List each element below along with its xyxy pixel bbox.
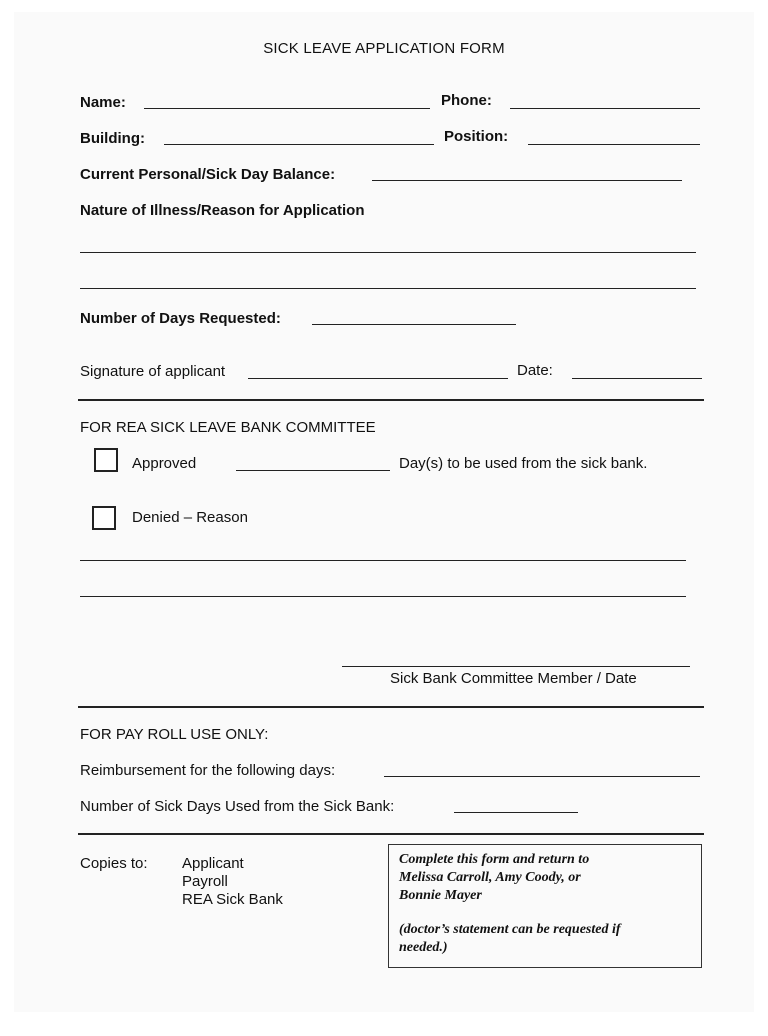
denied-checkbox[interactable] xyxy=(92,506,116,530)
approved-checkbox[interactable] xyxy=(94,448,118,472)
reimbursement-label: Reimbursement for the following days: xyxy=(80,762,336,779)
days-requested-label: Number of Days Requested: xyxy=(80,310,281,327)
form-title: SICK LEAVE APPLICATION FORM xyxy=(263,40,505,57)
phone-field[interactable] xyxy=(510,108,700,109)
instructions-line: needed.) xyxy=(399,940,448,955)
committee-signature-label: Sick Bank Committee Member / Date xyxy=(390,670,637,687)
building-field[interactable] xyxy=(164,144,434,145)
instructions-box xyxy=(388,844,702,968)
instructions-line: Bonnie Mayer xyxy=(399,888,482,903)
section-divider xyxy=(78,706,704,708)
nature-label: Nature of Illness/Reason for Application xyxy=(80,202,365,219)
days-requested-field[interactable] xyxy=(312,324,516,325)
balance-label: Current Personal/Sick Day Balance: xyxy=(80,166,336,183)
copies-label: Copies to: xyxy=(80,855,148,872)
approved-days-field[interactable] xyxy=(236,470,390,471)
instructions-line: (doctor’s statement can be requested if xyxy=(399,922,621,937)
denied-label: Denied – Reason xyxy=(132,509,248,526)
balance-field[interactable] xyxy=(372,180,682,181)
nature-line-1[interactable] xyxy=(80,252,696,253)
section-divider xyxy=(78,833,704,835)
payroll-heading: FOR PAY ROLL USE ONLY: xyxy=(80,726,269,743)
committee-signature-field[interactable] xyxy=(342,666,690,667)
days-used-label: Day(s) to be used from the sick bank. xyxy=(399,455,648,472)
name-field[interactable] xyxy=(144,108,430,109)
position-field[interactable] xyxy=(528,144,700,145)
nature-line-2[interactable] xyxy=(80,288,696,289)
sick-days-used-field[interactable] xyxy=(454,812,578,813)
section-divider xyxy=(78,399,704,401)
denied-reason-line-2[interactable] xyxy=(80,596,686,597)
denied-reason-line-1[interactable] xyxy=(80,560,686,561)
building-label: Building: xyxy=(80,130,145,147)
instructions-line: Melissa Carroll, Amy Coody, or xyxy=(399,870,581,885)
approved-label: Approved xyxy=(132,455,197,472)
copies-recipient: Payroll xyxy=(182,873,228,890)
copies-recipient: REA Sick Bank xyxy=(182,891,283,908)
date-label: Date: xyxy=(517,362,553,379)
phone-label: Phone: xyxy=(441,92,492,109)
sick-days-used-label: Number of Sick Days Used from the Sick Bank: xyxy=(80,798,395,815)
committee-heading: FOR REA SICK LEAVE BANK COMMITTEE xyxy=(80,419,376,436)
instructions-line: Complete this form and return to xyxy=(399,852,590,867)
copies-recipient: Applicant xyxy=(182,855,244,872)
name-label: Name: xyxy=(80,94,126,111)
reimbursement-field[interactable] xyxy=(384,776,700,777)
position-label: Position: xyxy=(444,128,509,145)
date-field[interactable] xyxy=(572,378,702,379)
signature-label: Signature of applicant xyxy=(80,363,226,380)
form-page xyxy=(14,12,754,1012)
signature-field[interactable] xyxy=(248,378,508,379)
